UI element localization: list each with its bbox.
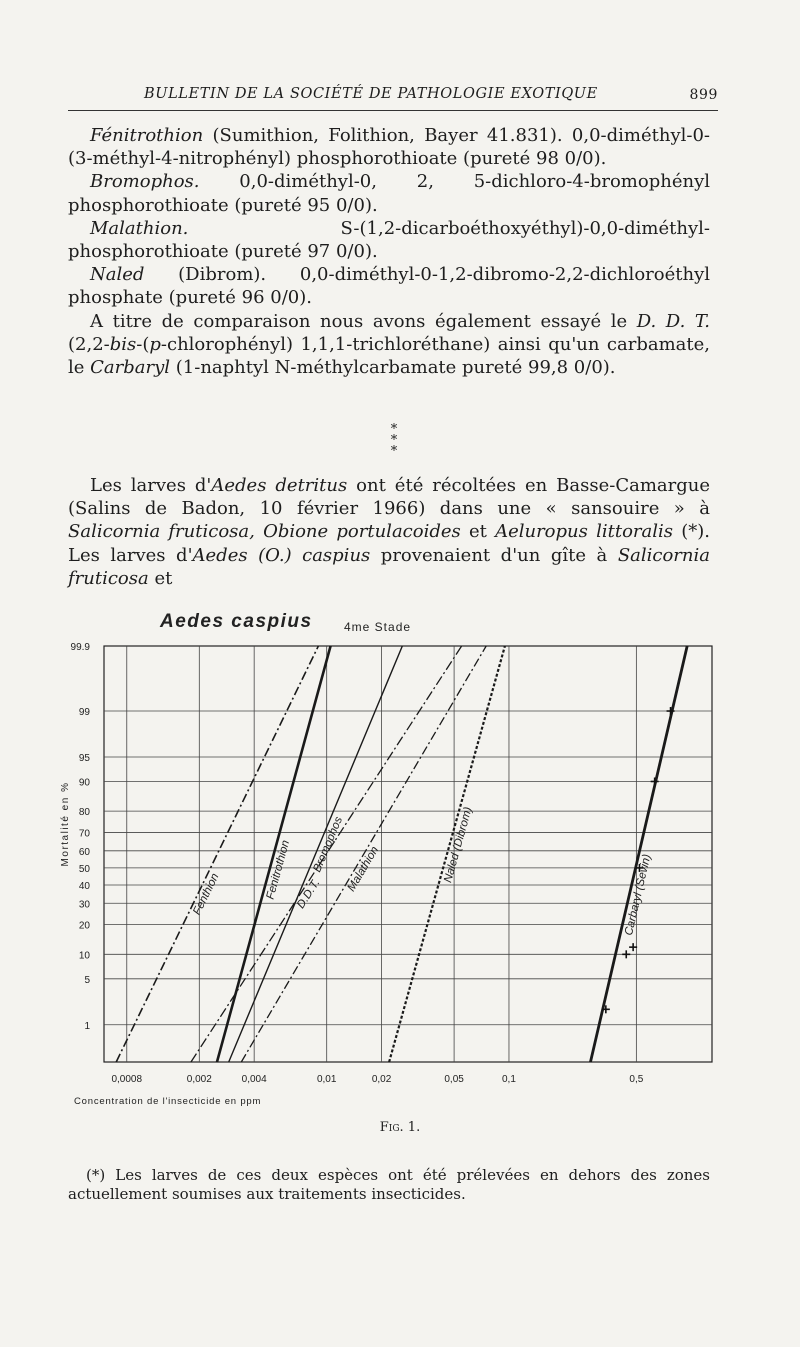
series-line	[590, 646, 687, 1062]
larvae-paragraph-block	[68, 474, 710, 590]
compound-name: Fénitrothion	[90, 125, 204, 146]
y-tick-label: 50	[78, 863, 90, 875]
compound-entry	[68, 170, 710, 216]
text-run-italic: bis	[109, 333, 137, 355]
x-tick-label: 0,02	[371, 1074, 392, 1085]
x-tick-label: 0,002	[186, 1074, 212, 1085]
chart-subtitle: 4me Stade	[344, 620, 412, 634]
section-separator	[374, 422, 414, 459]
compound-entry	[68, 217, 710, 263]
text-run: Les larves d'	[90, 475, 212, 496]
compound-description: S-(1,2-dicarboéthoxyéthyl)-0,0-diméthyl-phosphorothioate (pureté 97 0/0).	[68, 217, 710, 263]
journal-title: BULLETIN DE LA SOCIÉTÉ DE PATHOLOGIE EXOTIQUE	[144, 86, 598, 102]
footnote	[68, 1166, 710, 1204]
series-label: Bromophos	[311, 815, 346, 874]
x-tick-label: 0,0008	[111, 1074, 143, 1085]
compound-name: Malathion.	[90, 217, 189, 239]
y-tick-label: 1	[84, 1020, 90, 1032]
text-run: ont été récoltées en Basse-Camargue (Salins de Badon, 10 février 1966) dans une « sansouire » à	[68, 475, 710, 520]
text-run: (*). Les larves d'	[68, 521, 710, 566]
y-tick-label: 99	[78, 707, 90, 719]
species-name: Aedes detritus	[211, 475, 348, 496]
species-name: Aedes (O.) caspius	[192, 544, 371, 566]
series-label: Carbaryl (Sevin)	[622, 853, 654, 937]
y-tick-label: 40	[78, 880, 90, 892]
compound-name: Naled	[90, 264, 145, 286]
y-tick-label: 99.9	[70, 642, 90, 653]
text-run: -(	[136, 333, 150, 355]
chart-svg	[60, 600, 740, 1120]
text-run: (1-naphtyl N-méthylcarbamate pureté 99,8 0/0).	[170, 357, 616, 379]
y-tick-label: 5	[84, 974, 90, 986]
x-tick-label: 0,01	[316, 1074, 337, 1085]
header-rule	[68, 110, 718, 111]
compound-description: (Dibrom). 0,0-diméthyl-0-1,2-dibromo-2,2-dichloroéthyl phosphate (pureté 96 0/0).	[68, 264, 710, 309]
series-label: D.D.T.	[294, 877, 323, 911]
compound-entry	[68, 124, 710, 170]
text-run: -chlorophényl) 1,1,1-trichloréthane) ainsi qu'un carbamate, le	[68, 333, 710, 379]
series-label: Fenthion	[191, 871, 222, 918]
page-number: 899	[689, 87, 718, 103]
comparison-paragraph	[68, 310, 710, 380]
carbaryl-name: Carbaryl	[90, 357, 171, 379]
compound-description: (Sumithion, Folithion, Bayer 41.831). 0,0-diméthyl-0-(3-méthyl-4-nitrophényl) phosphorothioate (pureté 98 0/0).	[68, 125, 710, 170]
y-tick-label: 20	[78, 920, 90, 932]
y-tick-label: 10	[78, 950, 90, 962]
separator-stars: * * *	[390, 422, 398, 459]
text-run: et	[460, 521, 496, 543]
figure-caption: Fig. 1.	[379, 1120, 421, 1135]
text-run: (2,2-	[68, 333, 110, 355]
series-label: Fenitrothion	[264, 838, 293, 901]
compound-name: Bromophos.	[90, 171, 200, 193]
x-tick-label: 0,004	[241, 1074, 267, 1085]
compound-entry	[68, 263, 710, 309]
y-tick-label: 60	[78, 846, 90, 858]
text-run: et	[148, 567, 173, 589]
y-tick-label: 90	[78, 777, 90, 789]
text-run-italic: p	[149, 333, 161, 355]
text-run: A titre de comparaison nous avons également essayé le	[90, 310, 637, 332]
species-name: Salicornia fruticosa, Obione portulacoides	[68, 521, 461, 543]
ddt-name: D. D. T.	[636, 310, 710, 332]
x-tick-label: 0,05	[444, 1074, 464, 1085]
footnote-text: (*) Les larves de ces deux espèces ont été prélevées en dehors des zones actuellement soumises aux traitements insecticides.	[68, 1166, 710, 1203]
text-run: provenaient d'un gîte à	[370, 544, 618, 566]
chart-title: Aedes caspius	[160, 611, 313, 632]
series-label: Naled (Dibrom)	[442, 805, 475, 885]
plot-frame	[104, 646, 712, 1062]
series-line	[217, 646, 331, 1062]
x-tick-label: 0,1	[502, 1074, 516, 1085]
mortality-chart	[60, 600, 740, 1120]
series-label: Malathion	[345, 844, 382, 894]
series-line	[389, 646, 505, 1062]
y-tick-label: 70	[78, 828, 90, 840]
running-header	[68, 86, 718, 110]
y-tick-label: 80	[78, 807, 90, 819]
compound-description: 0,0-diméthyl-0, 2, 5-dichloro-4-bromophényl phosphorothioate (pureté 95 0/0).	[68, 171, 710, 216]
x-axis-label: Concentration de l'insecticide en ppm	[74, 1096, 262, 1107]
compound-list	[68, 124, 710, 379]
larvae-paragraph	[68, 474, 710, 590]
y-tick-label: 30	[78, 899, 90, 911]
x-tick-label: 0,5	[629, 1074, 644, 1085]
species-name: Salicornia fruticosa	[68, 544, 710, 589]
species-name: Aeluropus littoralis	[495, 521, 673, 543]
y-tick-label: 95	[78, 752, 90, 764]
y-axis-label: Mortalité en %	[60, 781, 71, 867]
